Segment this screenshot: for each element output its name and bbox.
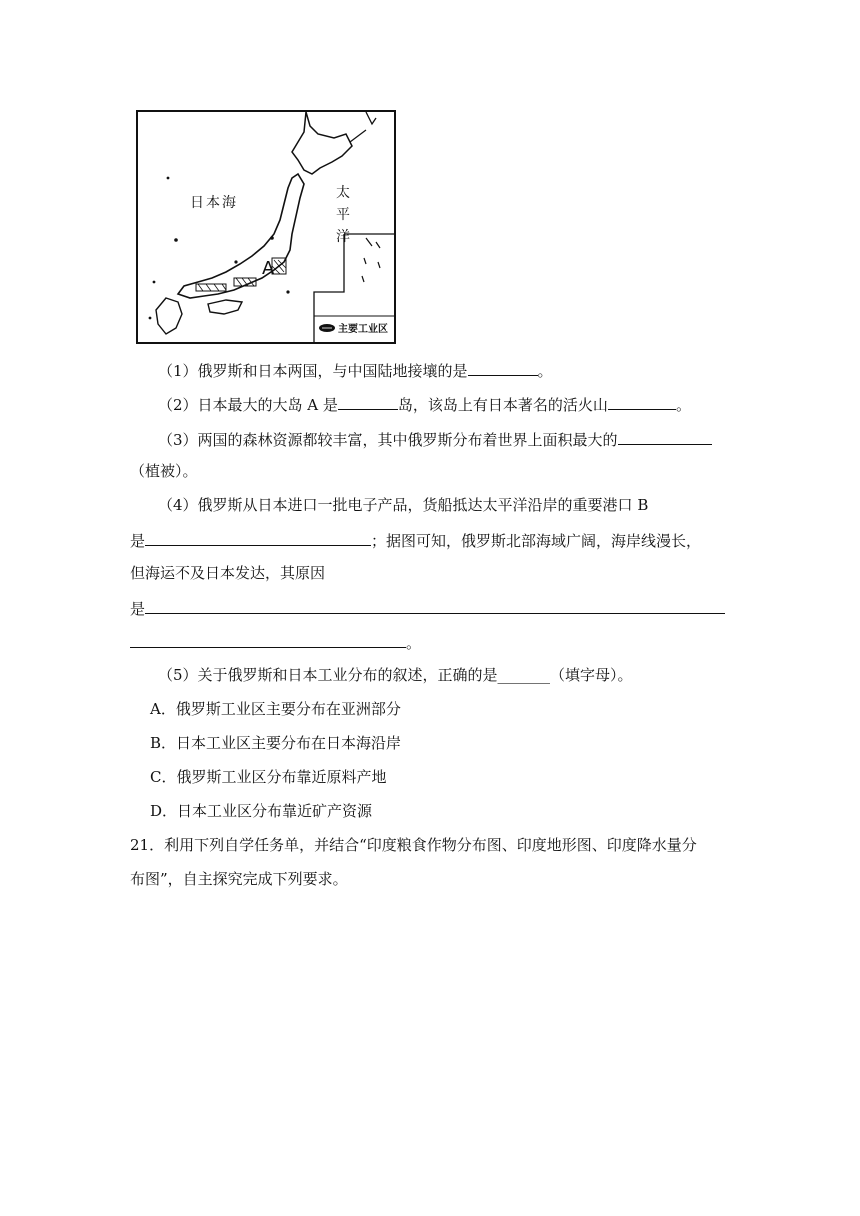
pacific-ocean-label: 太平洋 [336,185,350,245]
question-1-text: （1）俄罗斯和日本两国，与中国陆地接壤的是 [158,362,468,380]
option-a[interactable]: A．俄罗斯工业区主要分布在亚洲部分 [150,700,401,718]
answer-blank-3[interactable] [618,428,712,445]
question-4-line-1: （4）俄罗斯从日本进口一批电子产品，货船抵达太平洋沿岸的重要港口 B [158,496,649,514]
question-3-line-2: （植被）。 [130,462,198,480]
option-b[interactable]: B．日本工业区主要分布在日本海沿岸 [150,734,402,752]
island-a-label: A [262,258,277,279]
legend-label: 主要工业区 [338,324,388,335]
japan-map [136,110,396,344]
answer-blank-4c[interactable] [130,631,406,648]
question-4-line-2: 是 ；据图可知，俄罗斯北部海域广阔，海岸线漫长， [130,529,701,551]
question-21-line-2: 布图”，自主探究完成下列要求。 [130,870,348,888]
question-2-text-b: 岛，该岛上有日本著名的活火山 [397,396,608,414]
answer-blank-2a[interactable] [338,393,398,410]
question-2-text-a: （2）日本最大的大岛 A 是 [158,396,338,414]
question-4-line-4: 是 [130,597,725,619]
option-d[interactable]: D．日本工业区分布靠近矿产资源 [150,802,373,820]
question-2: （2）日本最大的大岛 A 是 岛，该岛上有日本著名的活火山 。 [158,393,691,415]
question-21-line-1: 21．利用下列自学任务单，并结合“印度粮食作物分布图、印度地形图、印度降水量分 [130,836,697,854]
question-5: （5）关于俄罗斯和日本工业分布的叙述，正确的是_______（填字母）。 [158,666,633,684]
question-4-line-5: 。 [130,631,421,653]
question-3-line-1: （3）两国的森林资源都较丰富，其中俄罗斯分布着世界上面积最大的 [158,428,712,450]
question-1: （1）俄罗斯和日本两国，与中国陆地接壤的是 。 [158,359,553,381]
option-c[interactable]: C．俄罗斯工业区分布靠近原料产地 [150,768,387,786]
question-4-line-3: 但海运不及日本发达，其原因 [130,564,326,582]
answer-blank-1[interactable] [468,359,538,376]
answer-blank-4b[interactable] [145,597,725,614]
sea-of-japan-label: 日本海 [190,195,238,211]
answer-blank-4a[interactable] [145,529,371,546]
japan-map-drawing [138,112,394,342]
answer-blank-2b[interactable] [608,393,676,410]
